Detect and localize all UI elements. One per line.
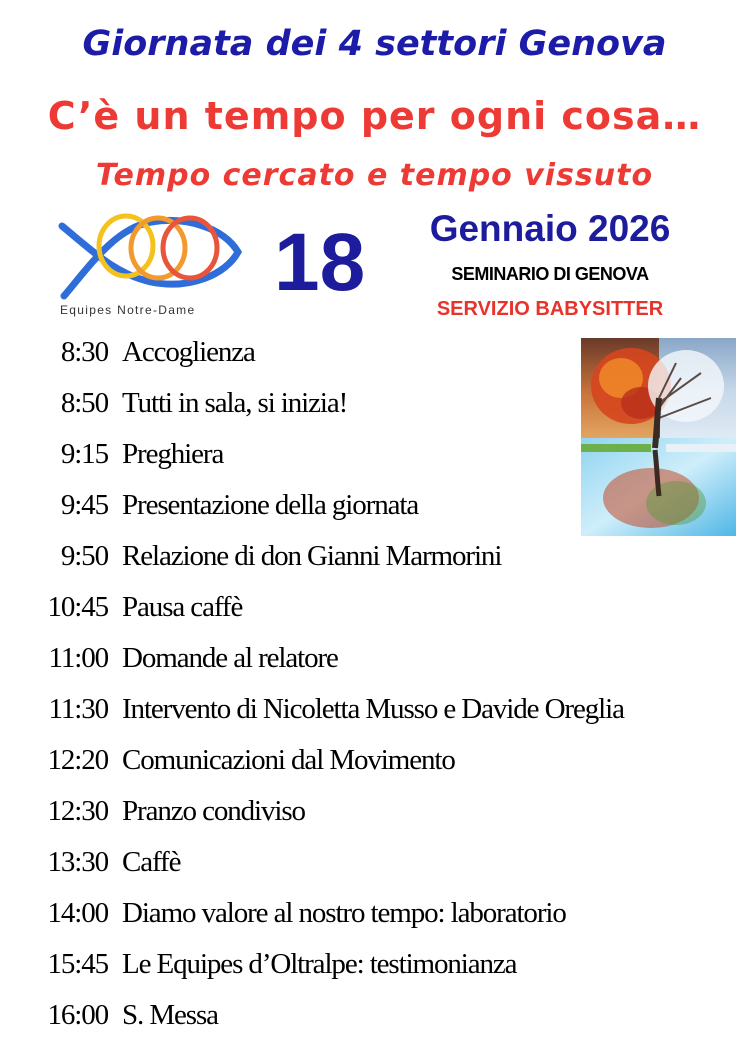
logo-caption: Equipes Notre-Dame <box>60 303 196 317</box>
schedule-time: 13:30 <box>47 846 108 878</box>
schedule-activity: Pausa caffè <box>122 591 243 623</box>
schedule-activity: Le Equipes d’Oltralpe: testimonianza <box>122 948 517 980</box>
schedule-activity: Diamo valore al nostro tempo: laboratorio <box>122 897 566 929</box>
event-subtitle: C’è un tempo per ogni cosa… <box>47 94 702 138</box>
event-tagline: Tempo cercato e tempo vissuto <box>95 158 654 193</box>
schedule-time: 9:15 <box>60 438 108 470</box>
logo-ring-red <box>163 218 217 278</box>
schedule-time: 9:50 <box>60 540 108 572</box>
schedule-activity: Comunicazioni dal Movimento <box>122 744 455 776</box>
schedule-time: 8:50 <box>60 387 108 419</box>
event-venue: SEMINARIO DI GENOVA <box>451 264 649 284</box>
event-month-year: Gennaio 2026 <box>429 208 671 249</box>
schedule-activity: Presentazione della giornata <box>122 489 419 521</box>
schedule-time: 11:30 <box>48 693 108 725</box>
schedule-activity: Tutti in sala, si inizia! <box>122 387 348 419</box>
babysitter-service: SERVIZIO BABYSITTER <box>436 298 664 320</box>
logo-ring-orange <box>131 218 185 278</box>
schedule-activity: Accoglienza <box>122 336 255 368</box>
schedule-time: 8:30 <box>60 336 108 368</box>
schedule-time: 9:45 <box>60 489 108 521</box>
schedule-time: 10:45 <box>47 591 108 623</box>
schedule-activity: Preghiera <box>122 438 224 470</box>
schedule-activity: Domande al relatore <box>122 642 338 674</box>
schedule-activity: Intervento di Nicoletta Musso e Davide Oreglia <box>122 693 624 725</box>
schedule-time: 11:00 <box>48 642 108 674</box>
schedule-activity: Caffè <box>122 846 181 878</box>
schedule-time: 12:20 <box>47 744 108 776</box>
schedule-time: 16:00 <box>47 999 108 1031</box>
schedule-activity: Relazione di don Gianni Marmorini <box>122 540 502 572</box>
schedule-activity: S. Messa <box>122 999 218 1031</box>
four-seasons-tree-image <box>581 338 736 536</box>
event-title: Giornata dei 4 settori Genova <box>82 24 667 64</box>
schedule-time: 12:30 <box>47 795 108 827</box>
schedule-time: 14:00 <box>47 897 108 929</box>
schedule-time: 15:45 <box>47 948 108 980</box>
event-day: 18 <box>274 217 366 308</box>
schedule-activity: Pranzo condiviso <box>122 795 305 827</box>
